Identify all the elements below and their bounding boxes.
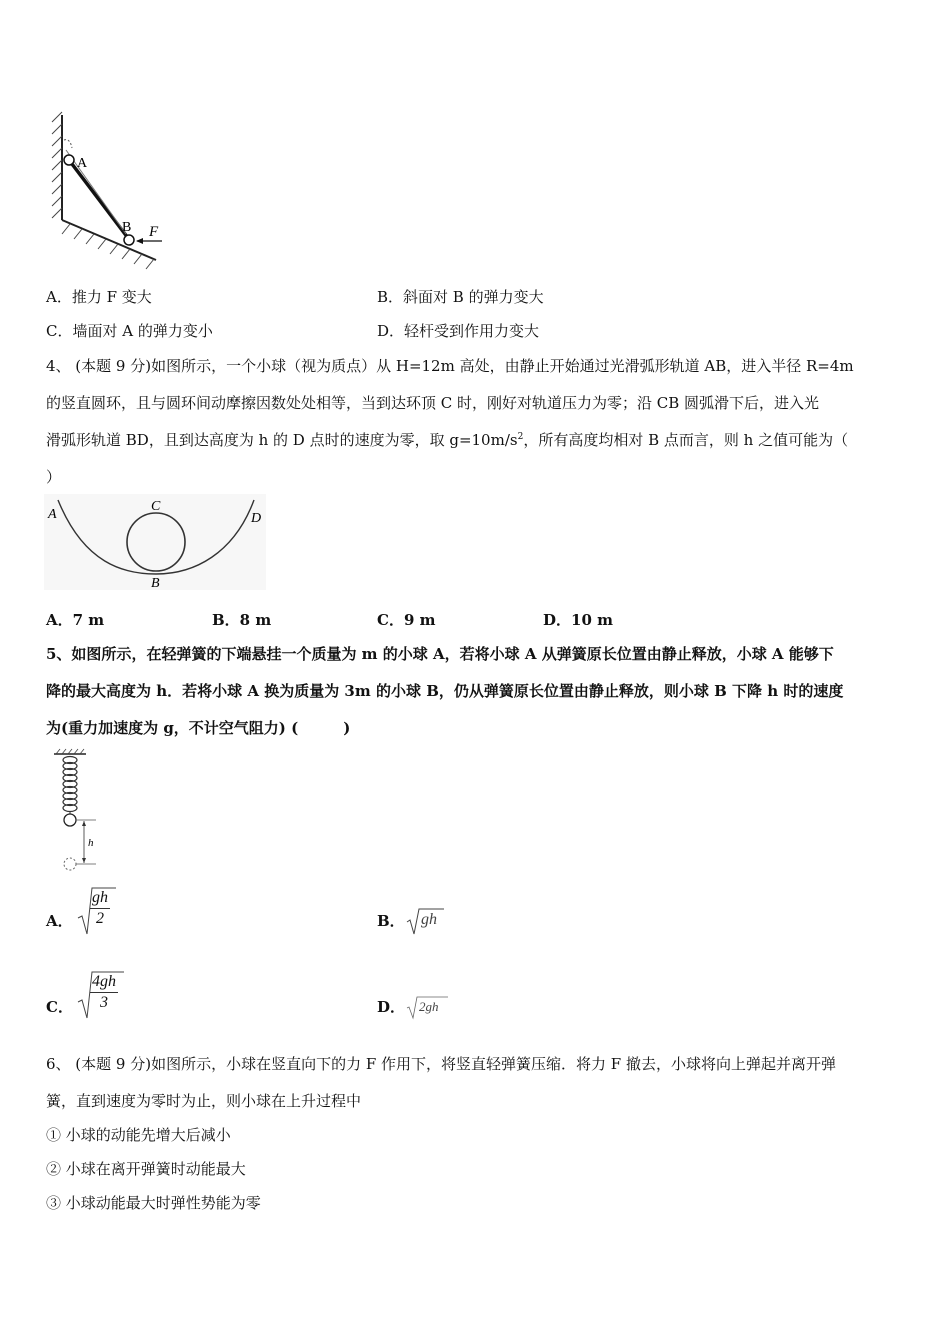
q4-line-1: 4、 (本题 9 分)如图所示，一个小球（视为质点）从 H=12m 高处，由静止开始通过光滑弧形轨道 AB，进入半径 R=4m	[46, 357, 854, 375]
q5-line-3: 为(重力加速度为 g，不计空气阻力) ( )	[46, 719, 351, 737]
q5-figure	[50, 748, 110, 874]
q3-option-d: D．轻杆受到作用力变大	[377, 322, 540, 340]
fraction-numerator: 4gh	[90, 972, 118, 993]
q3-option-c: C．墙面对 A 的弹力变小	[46, 322, 213, 340]
q4-option-b: B．8 m	[212, 611, 272, 629]
q5-option-c-label: C．	[46, 998, 73, 1016]
q5-option-d-label: D．	[377, 998, 406, 1016]
label-b: B	[151, 576, 160, 590]
fraction-denominator: 3	[100, 994, 108, 1011]
label-f: F	[149, 224, 159, 240]
label-c: C	[151, 499, 161, 514]
q6-item-1: ① 小球的动能先增大后减小	[46, 1126, 231, 1144]
q6-line-1: 6、 (本题 9 分)如图所示，小球在竖直向下的力 F 作用下，将竖直轻弹簧压缩．将力 F 撤去，小球将向上弹起并离开弹	[46, 1055, 836, 1073]
label-h: h	[88, 837, 94, 849]
fraction-numerator: gh	[90, 888, 110, 909]
label-a: A	[48, 507, 57, 522]
q5-option-a-label: A．	[46, 912, 73, 930]
q6-item-3: ③ 小球动能最大时弹性势能为零	[46, 1194, 261, 1212]
q6-line-2: 簧，直到速度为零时为止，则小球在上升过程中	[46, 1092, 362, 1110]
q3-figure	[44, 110, 169, 270]
label-a: A	[77, 156, 88, 171]
q4-figure	[44, 494, 266, 590]
q3-option-b: B．斜面对 B 的弹力变大	[377, 288, 544, 306]
q5-option-b-label: B．	[377, 912, 405, 930]
q5-line-2: 降的最大高度为 h．若将小球 A 换为质量为 3m 的小球 B，仍从弹簧原长位置由静止释放，则小球 B 下降 h 时的速度	[46, 682, 844, 700]
q4-line-4: ）	[46, 468, 62, 486]
q3-option-a: A．推力 F 变大	[46, 288, 152, 306]
fraction-denominator: 2	[96, 910, 104, 927]
q6-item-2: ② 小球在离开弹簧时动能最大	[46, 1160, 246, 1178]
q5-line-1: 5、如图所示，在轻弹簧的下端悬挂一个质量为 m 的小球 A，若将小球 A 从弹簧原长位置由静止释放，小球 A 能够下	[46, 645, 834, 663]
q4-line-2: 的竖直圆环，且与圆环间动摩擦因数处处相等，当到达环顶 C 时，刚好对轨道压力为零；沿 CB 圆弧滑下后，进入光	[46, 394, 820, 412]
q4-option-d: D．10 m	[543, 611, 613, 629]
label-b: B	[122, 220, 132, 235]
q4-option-a: A．7 m	[46, 611, 105, 629]
q4-line-3: 滑弧形轨道 BD，且到达高度为 h 的 D 点时的速度为零，取 $g=10m/s^2$，所有高度均相对 B 点而言，则 h 之值可能为（	[46, 431, 849, 449]
q4-option-c: C．9 m	[377, 611, 436, 629]
label-d: D	[251, 511, 262, 526]
